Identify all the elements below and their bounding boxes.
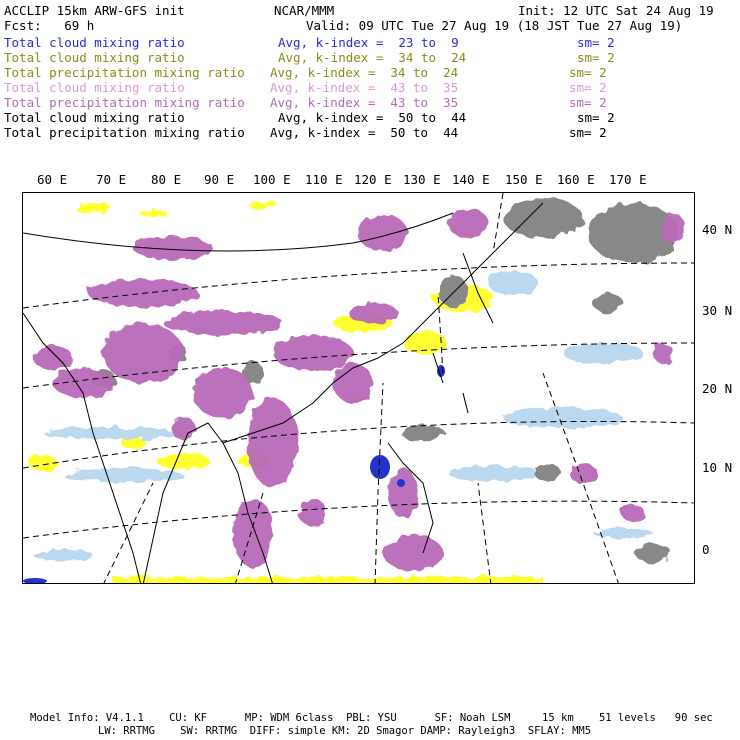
lon-label: 60 E xyxy=(37,172,68,187)
field-sm: sm= 2 xyxy=(569,125,607,140)
lat-label: 10 N xyxy=(702,460,733,475)
field-avg: Avg, k-index = 43 to 35 xyxy=(270,95,459,110)
lat-label: 0 xyxy=(702,542,710,557)
lon-label: 110 E xyxy=(305,172,343,187)
lat-label: 40 N xyxy=(702,222,733,237)
field-name: Total cloud mixing ratio xyxy=(4,80,185,95)
run-title: ACCLIP 15km ARW-GFS init xyxy=(4,3,185,18)
field-sm: sm= 2 xyxy=(577,110,615,125)
precip-layer xyxy=(33,208,685,571)
field-sm: sm= 2 xyxy=(569,80,607,95)
model-info-line1: Model Info: V4.1.1 CU: KF MP: WDM 6class PBL: YSU SF: Noah LSM 15 km 51 levels 90 sec xyxy=(30,712,713,724)
lon-label: 90 E xyxy=(204,172,235,187)
model-info-line2: LW: RRTMG SW: RRTMG DIFF: simple KM: 2D Smagor DAMP: Rayleigh3 SFLAY: MM5 xyxy=(98,725,592,737)
field-avg: Avg, k-index = 43 to 35 xyxy=(270,80,459,95)
field-avg: Avg, k-index = 50 to 44 xyxy=(270,125,459,140)
field-avg: Avg, k-index = 34 to 24 xyxy=(270,65,459,80)
field-avg: Avg, k-index = 23 to 9 xyxy=(278,35,459,50)
field-name: Total cloud mixing ratio xyxy=(4,35,185,50)
field-sm: sm= 2 xyxy=(569,95,607,110)
init-time: Init: 12 UTC Sat 24 Aug 19 xyxy=(518,3,714,18)
lon-label: 120 E xyxy=(354,172,392,187)
field-name: Total cloud mixing ratio xyxy=(4,110,185,125)
field-name: Total precipitation mixing ratio xyxy=(4,125,245,140)
lon-label: 130 E xyxy=(403,172,441,187)
lon-label: 100 E xyxy=(253,172,291,187)
lon-label: 160 E xyxy=(557,172,595,187)
field-name: Total precipitation mixing ratio xyxy=(4,95,245,110)
lon-label: 70 E xyxy=(96,172,127,187)
map-canvas xyxy=(23,193,695,584)
lon-label: 170 E xyxy=(609,172,647,187)
org-label: NCAR/MMM xyxy=(274,3,335,18)
field-sm: sm= 2 xyxy=(569,65,607,80)
map-panel xyxy=(22,192,695,584)
field-sm: sm= 2 xyxy=(577,50,615,65)
lon-label: 150 E xyxy=(505,172,543,187)
lon-label: 80 E xyxy=(151,172,182,187)
field-name: Total cloud mixing ratio xyxy=(4,50,185,65)
lon-label: 140 E xyxy=(452,172,490,187)
field-name: Total precipitation mixing ratio xyxy=(4,65,245,80)
lat-label: 20 N xyxy=(702,381,733,396)
forecast-hour: Fcst: 69 h xyxy=(4,18,95,33)
field-avg: Avg, k-index = 50 to 44 xyxy=(278,110,467,125)
field-avg: Avg, k-index = 34 to 24 xyxy=(278,50,467,65)
valid-time: Valid: 09 UTC Tue 27 Aug 19 (18 JST Tue 27 Aug 19) xyxy=(306,18,683,33)
lat-label: 30 N xyxy=(702,303,733,318)
field-sm: sm= 2 xyxy=(577,35,615,50)
